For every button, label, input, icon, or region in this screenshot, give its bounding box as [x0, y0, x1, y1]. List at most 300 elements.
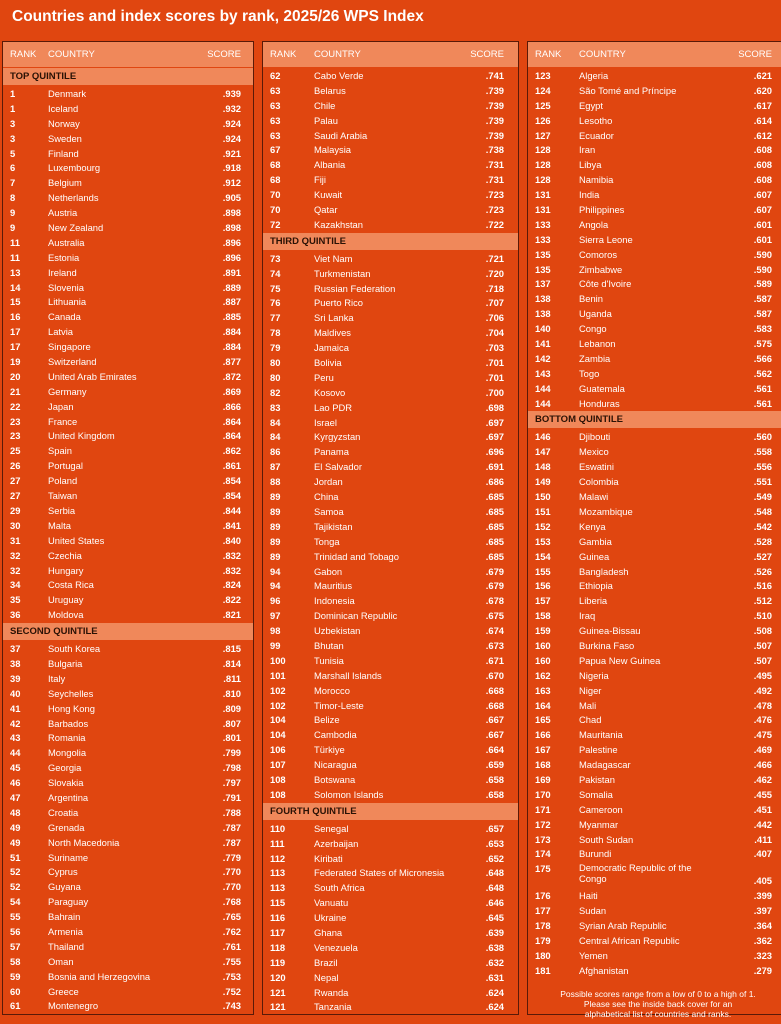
rank-cell: 13 — [10, 266, 21, 278]
country-cell: Senegal — [314, 822, 349, 834]
rank-cell: 138 — [535, 293, 551, 305]
score-cell: .723 — [485, 204, 504, 216]
table-row — [3, 656, 253, 671]
table-row — [528, 933, 781, 948]
score-cell: .864 — [222, 430, 241, 442]
table-row — [528, 128, 781, 143]
table-row — [263, 653, 518, 668]
score-cell: .721 — [485, 252, 504, 264]
country-cell: China — [314, 491, 339, 503]
country-cell: Gabon — [314, 565, 343, 577]
country-cell: Nicaragua — [314, 759, 357, 771]
score-cell: .323 — [753, 949, 772, 961]
table-row — [3, 488, 253, 503]
table-row — [528, 787, 781, 802]
country-cell: Congo — [579, 323, 607, 335]
score-cell: .542 — [753, 520, 772, 532]
quintile-header — [3, 623, 253, 640]
table-row — [528, 578, 781, 593]
rank-cell: 142 — [535, 352, 551, 364]
rank-cell: 117 — [270, 926, 286, 938]
country-cell: Romania — [48, 732, 86, 744]
country-cell: Turkmenistan — [314, 267, 371, 279]
rank-cell: 97 — [270, 610, 281, 622]
rank-cell: 113 — [270, 882, 286, 894]
rank-cell: 111 — [270, 837, 285, 849]
score-cell: .862 — [222, 445, 241, 457]
score-cell: .924 — [222, 132, 241, 144]
rank-cell: 17 — [10, 326, 21, 338]
header-score: SCORE — [207, 49, 241, 60]
rank-cell: 179 — [535, 934, 551, 946]
rank-cell: 135 — [535, 248, 551, 260]
score-cell: .891 — [222, 266, 241, 278]
country-cell: Ghana — [314, 926, 343, 938]
rank-cell: 164 — [535, 699, 551, 711]
rank-cell: 115 — [270, 897, 286, 909]
table-row — [263, 955, 518, 970]
country-cell: Azerbaijan — [314, 837, 359, 849]
score-cell: .788 — [222, 806, 241, 818]
table-row — [263, 295, 518, 310]
score-cell: .512 — [753, 595, 772, 607]
country-cell: Denmark — [48, 88, 87, 99]
table-row — [263, 534, 518, 549]
score-cell: .797 — [222, 777, 241, 789]
table-row — [3, 265, 253, 280]
table-row — [3, 309, 253, 324]
table-row — [3, 160, 253, 175]
table-row — [263, 970, 518, 985]
rank-cell: 149 — [535, 476, 551, 488]
country-cell: Bolivia — [314, 357, 342, 369]
country-cell: Kosovo — [314, 386, 346, 398]
header-rank: RANK — [270, 49, 297, 60]
score-cell: .528 — [753, 535, 772, 547]
rank-cell: 126 — [535, 114, 551, 126]
score-cell: .896 — [222, 251, 241, 263]
score-cell: .877 — [222, 356, 241, 368]
table-row — [3, 607, 253, 622]
rank-cell: 121 — [270, 986, 286, 998]
country-cell: South Sudan — [579, 833, 634, 845]
country-cell: Kiribati — [314, 852, 343, 864]
country-cell: Kenya — [579, 520, 606, 532]
score-cell: .854 — [222, 490, 241, 502]
score-cell: .645 — [485, 912, 504, 924]
quintile-label: BOTTOM QUINTILE — [535, 414, 623, 426]
rank-cell: 54 — [10, 896, 21, 908]
score-cell: .889 — [222, 281, 241, 293]
rank-cell: 120 — [270, 971, 286, 983]
table-row — [263, 444, 518, 459]
rank-cell: 43 — [10, 732, 21, 744]
table-row — [3, 146, 253, 161]
score-cell: .664 — [485, 744, 504, 756]
score-cell: .905 — [222, 192, 241, 204]
score-cell: .667 — [485, 729, 504, 741]
rank-cell: 153 — [535, 535, 551, 547]
score-cell: .898 — [222, 207, 241, 219]
rank-cell: 146 — [535, 431, 551, 443]
rank-cell: 73 — [270, 252, 281, 264]
rank-cell: 106 — [270, 744, 286, 756]
country-cell: Fiji — [314, 174, 326, 186]
table-row — [3, 775, 253, 790]
score-cell: .701 — [485, 357, 504, 369]
table-row — [263, 68, 518, 83]
score-cell: .822 — [222, 594, 241, 606]
country-cell: Kyrgyzstan — [314, 431, 361, 443]
country-cell: Saudi Arabia — [314, 129, 368, 141]
table-row — [528, 948, 781, 963]
table-row — [528, 564, 781, 579]
quintile-label: SECOND QUINTILE — [10, 626, 98, 638]
table-row — [3, 443, 253, 458]
country-cell: Palestine — [579, 744, 618, 756]
rank-cell: 72 — [270, 218, 281, 230]
score-cell: .799 — [222, 747, 241, 759]
rank-cell: 27 — [10, 490, 21, 502]
table-row — [528, 489, 781, 504]
table-row — [263, 370, 518, 385]
score-cell: .455 — [753, 788, 772, 800]
country-cell: Tunisia — [314, 654, 344, 666]
score-cell: .679 — [485, 565, 504, 577]
country-cell: Norway — [48, 117, 80, 129]
score-cell: .755 — [222, 955, 241, 967]
rank-cell: 135 — [535, 263, 551, 275]
table-row — [263, 266, 518, 281]
rank-cell: 113 — [270, 867, 286, 879]
score-cell: .478 — [753, 699, 772, 711]
country-cell: Mauritius — [314, 580, 353, 592]
table-row — [263, 504, 518, 519]
table-row — [263, 638, 518, 653]
score-cell: .589 — [753, 278, 772, 290]
country-cell: Montenegro — [48, 1000, 99, 1012]
score-cell: .753 — [222, 970, 241, 982]
score-cell: .685 — [485, 491, 504, 503]
table-row — [528, 772, 781, 787]
country-cell: Haiti — [579, 890, 598, 902]
table-row — [3, 686, 253, 701]
table-row — [263, 429, 518, 444]
rank-cell: 89 — [270, 550, 281, 562]
rank-cell: 37 — [10, 643, 21, 655]
rank-cell: 25 — [10, 445, 21, 457]
rank-cell: 98 — [270, 625, 281, 637]
score-cell: .558 — [753, 446, 772, 458]
rank-cell: 144 — [535, 397, 551, 409]
rank-cell: 23 — [10, 430, 21, 442]
country-cell: Chad — [579, 714, 602, 726]
rank-cell: 148 — [535, 461, 551, 473]
rank-cell: 30 — [10, 519, 21, 531]
table-row — [528, 396, 781, 411]
country-cell: Viet Nam — [314, 252, 353, 264]
country-cell: Canada — [48, 311, 81, 323]
rank-cell: 131 — [535, 189, 551, 201]
country-cell: Palau — [314, 114, 338, 126]
score-cell: .821 — [222, 609, 241, 621]
country-cell: Maldives — [314, 327, 351, 339]
score-cell: .590 — [753, 248, 772, 260]
rank-cell: 100 — [270, 654, 286, 666]
rank-cell: 102 — [270, 699, 286, 711]
score-cell: .762 — [222, 925, 241, 937]
rank-cell: 83 — [270, 401, 281, 413]
rank-cell: 128 — [535, 144, 551, 156]
score-cell: .885 — [222, 311, 241, 323]
table-row — [263, 851, 518, 866]
country-cell: Cameroon — [579, 803, 623, 815]
score-cell: .770 — [222, 866, 241, 878]
score-cell: .703 — [485, 342, 504, 354]
score-cell: .864 — [222, 415, 241, 427]
table-row — [3, 503, 253, 518]
country-cell: Togo — [579, 367, 600, 379]
country-cell: United Kingdom — [48, 430, 115, 442]
country-cell: Guinea — [579, 550, 610, 562]
rank-cell: 48 — [10, 806, 21, 818]
rank-cell: 159 — [535, 625, 551, 637]
country-cell: Belgium — [48, 177, 82, 189]
table-row — [263, 489, 518, 504]
table-row — [528, 742, 781, 757]
score-cell: .678 — [485, 595, 504, 607]
table-row — [263, 623, 518, 638]
rank-cell: 176 — [535, 890, 551, 902]
rank-cell: 47 — [10, 791, 21, 803]
score-cell: .768 — [222, 896, 241, 908]
country-cell: Singapore — [48, 341, 91, 353]
country-cell: Slovakia — [48, 777, 84, 789]
table-row — [263, 217, 518, 232]
rank-cell: 169 — [535, 773, 551, 785]
table-row — [263, 940, 518, 955]
rank-cell: 27 — [10, 475, 21, 487]
country-cell: Croatia — [48, 806, 79, 818]
score-cell: .646 — [485, 897, 504, 909]
rank-cell: 19 — [10, 356, 21, 368]
country-cell: Lebanon — [579, 338, 616, 350]
table-row — [263, 865, 518, 880]
score-cell: .685 — [485, 505, 504, 517]
rank-cell: 55 — [10, 911, 21, 923]
country-cell: Netherlands — [48, 192, 99, 204]
country-cell: Armenia — [48, 925, 83, 937]
country-cell: Solomon Islands — [314, 788, 384, 800]
country-cell: Grenada — [48, 821, 85, 833]
country-cell: Bangladesh — [579, 565, 629, 577]
quintile-header — [263, 803, 518, 820]
country-cell: Belize — [314, 714, 340, 726]
rank-cell: 167 — [535, 744, 551, 756]
country-cell: Hungary — [48, 564, 84, 576]
score-cell: .561 — [753, 382, 772, 394]
table-row — [3, 790, 253, 805]
table-row — [3, 190, 253, 205]
rank-cell: 11 — [10, 251, 20, 263]
quintile-header — [263, 233, 518, 250]
score-cell: .924 — [222, 117, 241, 129]
rank-cell: 104 — [270, 714, 286, 726]
country-cell: Panama — [314, 446, 349, 458]
score-cell: .507 — [753, 639, 772, 651]
score-cell: .442 — [753, 818, 772, 830]
table-row — [3, 760, 253, 775]
table-row — [263, 727, 518, 742]
quintile-label: FOURTH QUINTILE — [270, 805, 357, 817]
score-cell: .872 — [222, 370, 241, 382]
score-cell: .362 — [753, 934, 772, 946]
country-cell: Guatemala — [579, 382, 625, 394]
table-row — [3, 745, 253, 760]
country-cell: Argentina — [48, 791, 89, 803]
table-row — [263, 83, 518, 98]
score-cell: .884 — [222, 326, 241, 338]
score-cell: .510 — [753, 610, 772, 622]
table-row — [3, 548, 253, 563]
country-cell: Uganda — [579, 308, 612, 320]
country-cell: Sierra Leone — [579, 233, 633, 245]
table-row — [528, 727, 781, 742]
table-row — [263, 157, 518, 172]
rank-cell: 29 — [10, 504, 21, 516]
header-country: COUNTRY — [579, 49, 626, 60]
score-cell: .741 — [485, 70, 504, 81]
country-cell: Cyprus — [48, 866, 78, 878]
country-cell: Japan — [48, 400, 74, 412]
score-cell: .723 — [485, 189, 504, 201]
table-row — [263, 310, 518, 325]
score-cell: .397 — [753, 905, 772, 917]
score-cell: .932 — [222, 102, 241, 114]
score-cell: .861 — [222, 460, 241, 472]
rank-cell: 177 — [535, 905, 551, 917]
table-row — [263, 519, 518, 534]
score-cell: .866 — [222, 400, 241, 412]
table-row — [528, 623, 781, 638]
rank-cell: 63 — [270, 114, 281, 126]
table-row — [263, 415, 518, 430]
footnote-line: Please see the inside back cover for an — [583, 999, 733, 1009]
score-cell: .731 — [485, 159, 504, 171]
rank-cell: 26 — [10, 460, 21, 472]
rank-cell: 131 — [535, 204, 551, 216]
table-row — [528, 444, 781, 459]
country-cell: Burkina Faso — [579, 639, 635, 651]
score-cell: .674 — [485, 625, 504, 637]
score-cell: .700 — [485, 386, 504, 398]
table-row — [528, 698, 781, 713]
country-cell: Oman — [48, 955, 74, 967]
rank-cell: 121 — [270, 1001, 286, 1013]
country-cell: Comoros — [579, 248, 618, 260]
table-row — [263, 668, 518, 683]
table-row — [263, 113, 518, 128]
score-cell: .939 — [222, 88, 241, 99]
rank-cell: 70 — [270, 204, 281, 216]
rank-cell: 11 — [10, 236, 20, 248]
table-row — [3, 939, 253, 954]
table-row — [263, 895, 518, 910]
quintile-header — [3, 68, 253, 85]
score-cell: .691 — [485, 461, 504, 473]
country-cell: Hong Kong — [48, 702, 95, 714]
table-row — [263, 385, 518, 400]
table-row — [3, 101, 253, 116]
rank-cell: 89 — [270, 535, 281, 547]
table-row — [3, 414, 253, 429]
table-row — [263, 578, 518, 593]
score-cell: .743 — [222, 1000, 241, 1012]
rank-cell: 8 — [10, 192, 16, 204]
rank-cell: 57 — [10, 940, 21, 952]
score-cell: .617 — [753, 99, 772, 111]
country-cell: Benin — [579, 293, 603, 305]
score-cell: .405 — [753, 875, 772, 887]
rank-cell: 20 — [10, 370, 21, 382]
score-cell: .718 — [485, 282, 504, 294]
country-cell: United States — [48, 534, 105, 546]
country-cell: Albania — [314, 159, 346, 171]
rank-cell: 152 — [535, 520, 551, 532]
header-score: SCORE — [738, 49, 772, 60]
rank-cell: 52 — [10, 881, 21, 893]
country-cell: France — [48, 415, 78, 427]
country-cell: Lao PDR — [314, 401, 353, 413]
table-row — [528, 113, 781, 128]
rank-cell: 110 — [270, 822, 286, 834]
country-cell: Somalia — [579, 788, 613, 800]
score-cell: .583 — [753, 323, 772, 335]
rank-cell: 78 — [270, 327, 281, 339]
table-row — [263, 564, 518, 579]
table-row — [3, 998, 253, 1013]
table-row — [528, 366, 781, 381]
score-cell: .475 — [753, 729, 772, 741]
table-row — [3, 428, 253, 443]
country-cell: Venezuela — [314, 941, 358, 953]
table-row — [3, 909, 253, 924]
table-row — [3, 879, 253, 894]
score-cell: .791 — [222, 791, 241, 803]
country-cell: Spain — [48, 445, 72, 457]
table-row — [528, 668, 781, 683]
table-row — [528, 712, 781, 727]
table-row — [3, 563, 253, 578]
score-cell: .670 — [485, 669, 504, 681]
rank-cell: 112 — [270, 852, 286, 864]
score-cell: .462 — [753, 773, 772, 785]
country-cell: Czechia — [48, 549, 82, 561]
table-row — [3, 820, 253, 835]
table-row — [528, 861, 781, 888]
table-row — [263, 187, 518, 202]
rank-cell: 84 — [270, 431, 281, 443]
table-row — [263, 98, 518, 113]
rank-cell: 77 — [270, 312, 281, 324]
table-row — [263, 325, 518, 340]
country-cell: Sudan — [579, 905, 607, 917]
score-cell: .638 — [485, 941, 504, 953]
country-cell: Rwanda — [314, 986, 349, 998]
rank-cell: 6 — [10, 162, 16, 174]
country-cell: Slovenia — [48, 281, 84, 293]
score-cell: .787 — [222, 821, 241, 833]
